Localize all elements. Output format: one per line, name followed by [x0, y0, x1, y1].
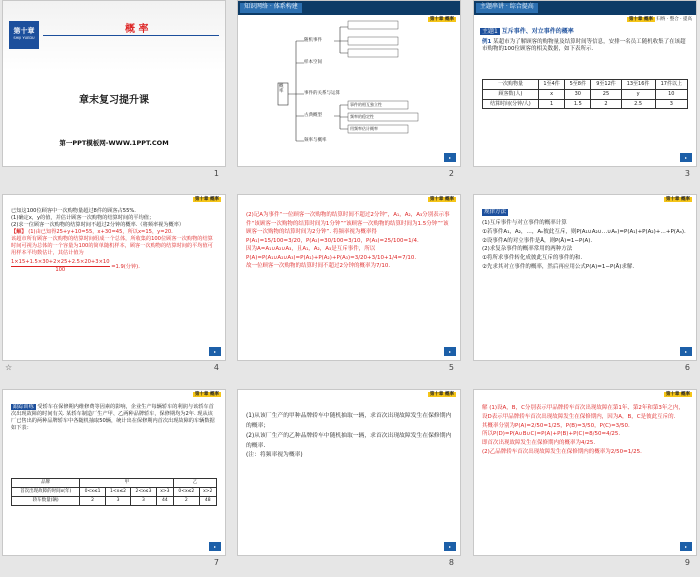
next-button[interactable]: ▸	[680, 153, 692, 162]
slide-number: 4	[213, 363, 219, 372]
tree-leaf	[348, 21, 398, 29]
tree-subbranches	[334, 27, 348, 129]
table-row: 顾客数(人) x 30 25 y 10	[483, 89, 688, 99]
slide-number: 8	[448, 558, 454, 567]
chapter-badge: 第十章 SHIJI YUEDU	[9, 21, 39, 49]
example-text: 例1 某超市为了解顾客的购物量及结算时间等信息，安排一名员工随机收集了在该超市购物的100位顾客的相关数据，如下表所示.	[482, 39, 686, 53]
next-button[interactable]: ▸	[209, 542, 221, 551]
tree-node: 样本空间	[304, 60, 322, 65]
slide5-text: (2)记A为事件“一位顾客一次购物的结算时间不超过2分钟”，A₁，A₂，A₃分别表示事件“该顾客一次购物的结算时间为1分钟”“该顾客一次购物的结算时间为1.5分钟”“该顾客一次购物的结算时间为2分钟”. 将频率视为概率得 P(A₁)=15/100=3/20，P(A₂)=30/100=3/10，P(A₃)=25/100=1/4. 因为A=A₁∪A₂∪A₃，且A₁，A₂，A₃是互斥事件，所以 P(A)=P(A₁∪A₂∪A₃)=P(A₁)+P(A₂)+P(A₃)=3/20+3/10+1/4=7/10. 故一位顾客一次购物的结算时间不超过2分钟的概率为7/10.	[246, 212, 450, 270]
slide-thumb-9[interactable]	[474, 390, 696, 567]
nav-bar: 第十章 概率	[429, 17, 454, 22]
nav-bar: 第十章 概率	[194, 392, 219, 397]
slide-8	[238, 390, 460, 555]
slide-number: 2	[448, 169, 454, 178]
tree-root: 概率	[279, 84, 284, 94]
table-row: 轿车数量(辆) 2 3 3 44 2 48	[12, 497, 217, 506]
theme-title: 互斥事件、对立事件的概率	[501, 28, 574, 35]
slide-number: 5	[448, 363, 454, 372]
slide-thumb-4[interactable]	[3, 195, 225, 372]
slide-1	[3, 1, 225, 166]
slide8-text: (1)从该厂生产的甲种品牌轿车中随机抽取一辆，求首次出现故障发生在保修期内的概率； (2)从该厂生产的乙种品牌轿车中随机抽取一辆，求首次出现故障发生在保修期内的概率. (注：将频率视为概率)	[246, 413, 452, 459]
slide-thumb-7[interactable]	[3, 390, 225, 567]
tree-leaf-label: 频率的稳定性	[350, 114, 374, 119]
slide-thumb-6[interactable]	[474, 195, 696, 372]
tree-node: 随机事件	[304, 38, 322, 43]
nav-bar: 第十章 概率	[665, 197, 690, 202]
slide-tab: 主题串讲 · 综合提高	[476, 3, 538, 13]
slide-thumb-5[interactable]	[238, 195, 460, 372]
tree-branches	[288, 41, 304, 141]
slide9-text: 解 (1)设A，B，C分别表示甲品牌轿车首次出现故障在第1年、第2年和第3年之内，设D表示甲品牌轿车首次出现故障发生在保修期内，因为A，B，C是彼此互斥的. 其概率分别为P(A)=2/50=1/25，P(B)=3/50，P(C)=3/50. 所以P(D)=P(A∪B∪C)=P(A)+P(B)+P(C)=8/50=4/25. 即首次出现故障发生在保修期内的概率为4/25. (2)乙品牌轿车首次出现故障发生在保修期内的概率为2/50=1/25.	[482, 405, 684, 455]
table-row: 首次出现故障的时间x(年) 0<x≤1 1<x≤2 2<x≤3 x>3 0<x≤2 x>2	[12, 488, 217, 497]
slide-number: 1	[213, 169, 219, 178]
theme-heading	[480, 28, 574, 36]
practice-label: 跟踪训练	[13, 404, 34, 410]
slide-3	[474, 1, 696, 166]
tree-leaf	[348, 37, 398, 45]
tree-leaf-label: 事件的相互独立性	[350, 102, 382, 107]
slide6-text: (1)互斥事件与对立事件的概率计算 ①若事件A₁，A₂，…，Aₙ彼此互斥，则P(A₁∪A₂∪…∪Aₙ)=P(A₁)+P(A₂)+…+P(Aₙ). ②设事件A的对立事件是Ā，则P(Ā)=1−P(A). (2)求复杂事件的概率常用的两种方法 ①将所求事件转化成彼此互斥的事件的和. ②先求其对立事件的概率，然后再应用公式P(A)=1−P(Ā)求解.	[482, 220, 686, 270]
slide-number: 6	[684, 363, 690, 372]
slide-number: 3	[684, 169, 690, 178]
table-row: 品牌 甲 乙	[12, 479, 217, 488]
nav-bar: 第十章 概率	[429, 392, 454, 397]
table-row: 一次购物量 1至4件 5至8件 9至12件 13至16件 17件以上	[483, 80, 688, 90]
nav-bar: 第十章 概率	[194, 197, 219, 202]
slide-number: 9	[684, 558, 690, 567]
chapter-topic: 概 率	[125, 24, 149, 35]
next-button[interactable]: ▸	[209, 347, 221, 356]
slide-6	[474, 195, 696, 360]
slide-9	[474, 390, 696, 555]
slide-thumb-2[interactable]	[238, 1, 460, 178]
nav-bar: 第十章 概率	[665, 392, 690, 397]
tree-leaf-label: 用频率估计概率	[350, 126, 378, 131]
star-icon[interactable]: ☆	[5, 363, 13, 372]
slide-thumb-3[interactable]	[474, 1, 696, 178]
mean-formula: $\frac{1\times 15+1.5\times 30+2\times 25+2.5\times 20+3\times 10}{100}$ =1.9(分钟).	[11, 259, 140, 274]
knowledge-tree	[238, 1, 460, 166]
slide7-text: 跟踪训练 受轿车在保修期内维修费等因素的影响，企业生产每辆轿车的利润与该轿车首次出现故障的时间有关. 某轿车制造厂生产甲、乙两种品牌轿车，保修期均为2年. 现从该厂已售出的两种品牌轿车中各随机抽取50辆，统计出在保修期内首次出现故障的车辆数据如下表：	[11, 404, 215, 432]
slide-thumb-1[interactable]	[3, 1, 225, 178]
slide-title: 章末复习提升课	[79, 95, 149, 106]
next-button[interactable]: ▸	[680, 347, 692, 356]
fault-table	[11, 478, 217, 506]
slide-tab: 知识网络 · 体系构建	[240, 3, 302, 13]
tree-node: 古典概型	[304, 113, 322, 118]
slide-4	[3, 195, 225, 360]
slide4-text: 已知这100位顾客中一次购物量超过8件的顾客占55%. (1)确定x，y的值，并估计顾客一次购物的结算时间的平均值； (2)求一位顾客一次购物的结算时间不超过2分钟的概率.（将频率视为概率） 【解】 (1)由已知得25+y+10=55，x+30=45，所以x=15，y=20. 该超市所有顾客一次购物的结算时间组成一个总体，所收集的100位顾客一次购物的结算时间可视为总体的一个容量为100的简单随机样本，顾客一次购物的结算时间的平均值可用样本平均数估计，其估计值为 $\frac{1\times 15+1.5\times 30+2\times 25+2.5\times 20+3\times 10}{100}$ =1.9(分钟).	[11, 208, 217, 274]
theme-label: 主题1	[482, 28, 498, 35]
next-button[interactable]: ▸	[444, 153, 456, 162]
slide-2	[238, 1, 460, 166]
tree-node: 事件的关系与运算	[304, 91, 340, 96]
next-button[interactable]: ▸	[444, 347, 456, 356]
nav-bar: 第十章 概率 归纳 · 整合 · 提高	[628, 17, 692, 22]
tree-leaf	[348, 49, 398, 57]
nav-bar: 第十章 概率	[429, 197, 454, 202]
site-text: 第一PPT模板网-WWW.1PPT.COM	[59, 139, 169, 147]
next-button[interactable]: ▸	[680, 542, 692, 551]
table-row: 结算时间(分钟/人) 1 1.5 2 2.5 3	[483, 99, 688, 109]
next-button[interactable]: ▸	[444, 542, 456, 551]
data-table	[482, 79, 688, 109]
method-label: 规律方法	[484, 209, 507, 215]
slide-number: 7	[213, 558, 219, 567]
slide-5	[238, 195, 460, 360]
tree-node: 频率与概率	[304, 138, 327, 143]
slide-7	[3, 390, 225, 555]
slide-thumb-8[interactable]	[238, 390, 460, 567]
